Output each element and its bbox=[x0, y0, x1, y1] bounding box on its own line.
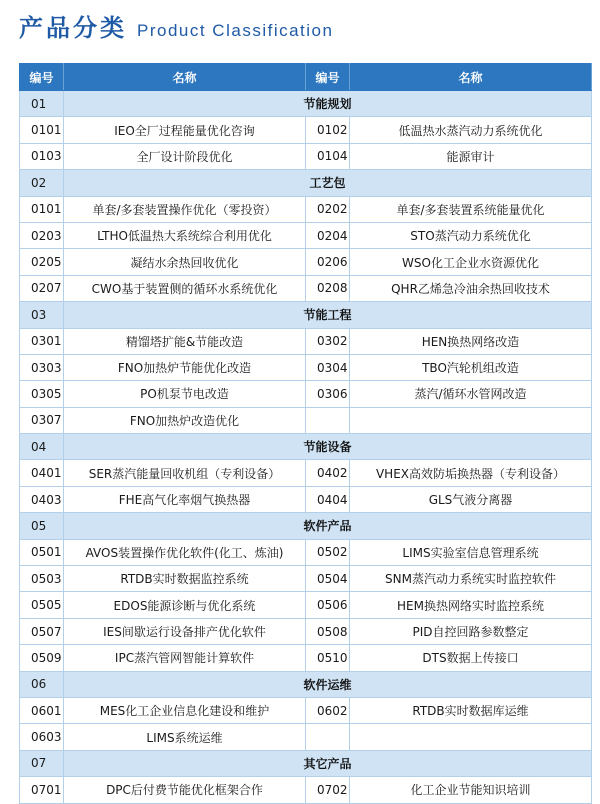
section-name: 其它产品 bbox=[64, 750, 592, 776]
table-row bbox=[20, 592, 592, 618]
item-name: RTDB实时数据库运维 bbox=[350, 697, 592, 723]
item-name bbox=[350, 407, 592, 433]
title-chinese: 产品分类 bbox=[19, 14, 127, 42]
section-row bbox=[20, 434, 592, 460]
section-code: 03 bbox=[20, 302, 64, 328]
title-english: Product Classification bbox=[137, 21, 334, 40]
item-name: MES化工企业信息化建设和维护 bbox=[64, 697, 306, 723]
section-row bbox=[20, 671, 592, 697]
item-name: LIMS实验室信息管理系统 bbox=[350, 539, 592, 565]
item-name: DTS数据上传接口 bbox=[350, 645, 592, 671]
table-header-row bbox=[20, 64, 592, 91]
item-code: 0509 bbox=[20, 645, 64, 671]
item-name: PO机泵节电改造 bbox=[64, 381, 306, 407]
item-name: IEO全厂过程能量优化咨询 bbox=[64, 117, 306, 143]
item-code: 0602 bbox=[306, 697, 350, 723]
item-name: 单套/多套装置系统能量优化 bbox=[350, 196, 592, 222]
item-name: 蒸汽/循环水管网改造 bbox=[350, 381, 592, 407]
item-name: FNO加热炉节能优化改造 bbox=[64, 354, 306, 380]
page-heading bbox=[19, 8, 333, 48]
item-code: 0104 bbox=[306, 143, 350, 169]
item-name: 化工企业节能知识培训 bbox=[350, 777, 592, 803]
item-code: 0102 bbox=[306, 117, 350, 143]
item-code bbox=[306, 724, 350, 750]
item-name: SER蒸汽能量回收机组（专利设备） bbox=[64, 460, 306, 486]
item-name: AVOS装置操作优化软件(化工、炼油) bbox=[64, 539, 306, 565]
item-code: 0501 bbox=[20, 539, 64, 565]
table-row bbox=[20, 566, 592, 592]
item-name: HEM换热网络实时监控系统 bbox=[350, 592, 592, 618]
section-code: 04 bbox=[20, 434, 64, 460]
table-row bbox=[20, 143, 592, 169]
item-name: HEN换热网络改造 bbox=[350, 328, 592, 354]
item-name: FHE高气化率烟气换热器 bbox=[64, 486, 306, 512]
item-code: 0304 bbox=[306, 354, 350, 380]
table-row bbox=[20, 275, 592, 301]
section-name: 节能设备 bbox=[64, 434, 592, 460]
item-code: 0508 bbox=[306, 618, 350, 644]
item-code: 0302 bbox=[306, 328, 350, 354]
item-code: 0205 bbox=[20, 249, 64, 275]
item-code: 0206 bbox=[306, 249, 350, 275]
item-name: 低温热水蒸汽动力系统优化 bbox=[350, 117, 592, 143]
item-code: 0101 bbox=[20, 117, 64, 143]
item-code: 0204 bbox=[306, 222, 350, 248]
item-code: 0303 bbox=[20, 354, 64, 380]
item-code: 0507 bbox=[20, 618, 64, 644]
item-name: 凝结水余热回收优化 bbox=[64, 249, 306, 275]
item-code: 0207 bbox=[20, 275, 64, 301]
item-name: RTDB实时数据监控系统 bbox=[64, 566, 306, 592]
table-row bbox=[20, 354, 592, 380]
section-code: 06 bbox=[20, 671, 64, 697]
section-row bbox=[20, 750, 592, 776]
item-name: EDOS能源诊断与优化系统 bbox=[64, 592, 306, 618]
item-code: 0307 bbox=[20, 407, 64, 433]
item-name: LTHO低温热大系统综合利用优化 bbox=[64, 222, 306, 248]
item-name: IPC蒸汽管网智能计算软件 bbox=[64, 645, 306, 671]
item-code: 0404 bbox=[306, 486, 350, 512]
section-name: 工艺包 bbox=[64, 170, 592, 196]
header-code: 编号 bbox=[20, 64, 64, 91]
item-code: 0702 bbox=[306, 777, 350, 803]
item-code: 0101 bbox=[20, 196, 64, 222]
item-code: 0701 bbox=[20, 777, 64, 803]
item-name: CWO基于装置侧的循环水系统优化 bbox=[64, 275, 306, 301]
table-row bbox=[20, 460, 592, 486]
table-row bbox=[20, 196, 592, 222]
table-row bbox=[20, 777, 592, 803]
item-name: TBO汽轮机组改造 bbox=[350, 354, 592, 380]
item-code: 0401 bbox=[20, 460, 64, 486]
item-name: 单套/多套装置操作优化（零投资） bbox=[64, 196, 306, 222]
item-code: 0601 bbox=[20, 697, 64, 723]
item-code: 0503 bbox=[20, 566, 64, 592]
section-row bbox=[20, 513, 592, 539]
item-code: 0504 bbox=[306, 566, 350, 592]
section-name: 节能工程 bbox=[64, 302, 592, 328]
table-row bbox=[20, 697, 592, 723]
item-code bbox=[306, 407, 350, 433]
item-name: PID自控回路参数整定 bbox=[350, 618, 592, 644]
item-code: 0301 bbox=[20, 328, 64, 354]
item-code: 0603 bbox=[20, 724, 64, 750]
section-code: 01 bbox=[20, 91, 64, 117]
section-code: 07 bbox=[20, 750, 64, 776]
item-code: 0502 bbox=[306, 539, 350, 565]
item-code: 0510 bbox=[306, 645, 350, 671]
item-name: STO蒸汽动力系统优化 bbox=[350, 222, 592, 248]
section-name: 软件运维 bbox=[64, 671, 592, 697]
table-row bbox=[20, 249, 592, 275]
table-row bbox=[20, 618, 592, 644]
item-name: IES间歇运行设备排产优化软件 bbox=[64, 618, 306, 644]
item-name: SNM蒸汽动力系统实时监控软件 bbox=[350, 566, 592, 592]
item-name: WSO化工企业水资源优化 bbox=[350, 249, 592, 275]
section-name: 软件产品 bbox=[64, 513, 592, 539]
item-code: 0203 bbox=[20, 222, 64, 248]
section-row bbox=[20, 91, 592, 117]
item-code: 0103 bbox=[20, 143, 64, 169]
table-row bbox=[20, 724, 592, 750]
header-code: 编号 bbox=[306, 64, 350, 91]
item-code: 0403 bbox=[20, 486, 64, 512]
table-row bbox=[20, 645, 592, 671]
item-code: 0202 bbox=[306, 196, 350, 222]
item-name: 精馏塔扩能&节能改造 bbox=[64, 328, 306, 354]
item-code: 0402 bbox=[306, 460, 350, 486]
item-code: 0305 bbox=[20, 381, 64, 407]
table-row bbox=[20, 117, 592, 143]
section-row bbox=[20, 170, 592, 196]
item-name: 全厂设计阶段优化 bbox=[64, 143, 306, 169]
table-row bbox=[20, 381, 592, 407]
header-name: 名称 bbox=[64, 64, 306, 91]
item-name: GLS气液分离器 bbox=[350, 486, 592, 512]
item-name: DPC后付费节能优化框架合作 bbox=[64, 777, 306, 803]
section-row bbox=[20, 302, 592, 328]
table-row bbox=[20, 328, 592, 354]
item-name: QHR乙烯急冷油余热回收技术 bbox=[350, 275, 592, 301]
table-row bbox=[20, 539, 592, 565]
section-code: 02 bbox=[20, 170, 64, 196]
section-code: 05 bbox=[20, 513, 64, 539]
table-body bbox=[20, 91, 592, 804]
item-code: 0208 bbox=[306, 275, 350, 301]
item-name: LIMS系统运维 bbox=[64, 724, 306, 750]
item-name bbox=[350, 724, 592, 750]
header-name: 名称 bbox=[350, 64, 592, 91]
table-row bbox=[20, 222, 592, 248]
item-name: 能源审计 bbox=[350, 143, 592, 169]
item-name: VHEX高效防垢换热器（专利设备） bbox=[350, 460, 592, 486]
item-code: 0505 bbox=[20, 592, 64, 618]
table-row bbox=[20, 486, 592, 512]
item-name: FNO加热炉改造优化 bbox=[64, 407, 306, 433]
product-classification-table bbox=[19, 63, 592, 804]
section-name: 节能规划 bbox=[64, 91, 592, 117]
item-code: 0306 bbox=[306, 381, 350, 407]
table-row bbox=[20, 407, 592, 433]
item-code: 0506 bbox=[306, 592, 350, 618]
